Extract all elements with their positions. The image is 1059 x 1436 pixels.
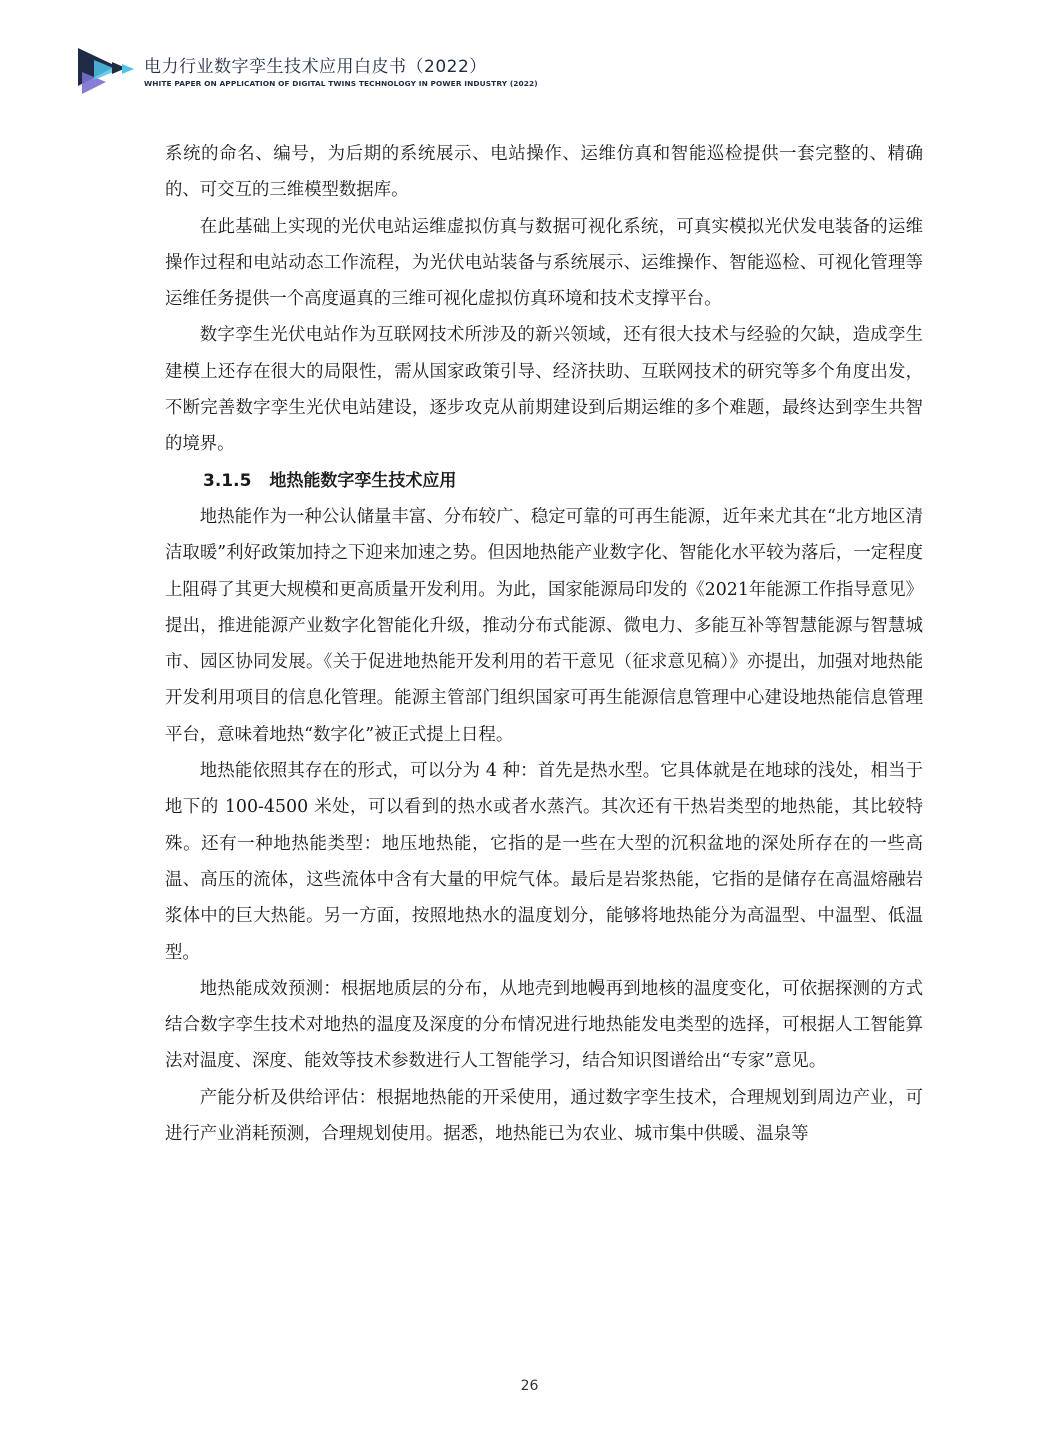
section-heading: [165, 463, 923, 499]
paragraph: 产能分析及供给评估：根据地热能的开采使用，通过数字孪生技术，合理规划到周边产业，可进行产业消耗预测，合理规划使用。据悉，地热能已为农业、城市集中供暖、温泉等: [165, 1087, 923, 1145]
paragraph: 地热能依照其存在的形式，可以分为 4 种：首先是热水型。它具体就是在地球的浅处，相当于地下的 100-4500 米处，可以看到的热水或者水蒸汽。其次还有干热岩类型的地热能，其比较特殊。还有一种地热能类型：地压地热能，它指的是一些在大型的沉积盆地的深处所存在的一些高温、高压的流体，这些流体中含有大量的甲烷气体。最后是岩浆热能，它指的是储存在高温熔融岩浆体中的巨大热能。另一方面，按照地热水的温度划分，能够将地热能分为高温型、中温型、低温型。: [165, 761, 923, 963]
page-body: [165, 136, 923, 1152]
page-header: [76, 46, 576, 96]
paragraph: 地热能作为一种公认储量丰富、分布较广、稳定可靠的可再生能源，近年来尤其在“北方地区清洁取暖”利好政策加持之下迎来加速之势。但因地热能产业数字化、智能化水平较为落后，一定程度上阻碍了其更大规模和更高质量开发利用。为此，国家能源局印发的《2021年能源工作指导意见》提出，推进能源产业数字化智能化升级，推动分布式能源、微电力、多能互补等智慧能源与智慧城市、园区协同发展。《关于促进地热能开发利用的若干意见（征求意见稿）》亦提出，加强对地热能开发利用项目的信息化管理。能源主管部门组织国家可再生能源信息管理中心建设地热能信息管理平台，意味着地热“数字化”被正式提上日程。: [165, 506, 923, 745]
paragraph: 在此基础上实现的光伏电站运维虚拟仿真与数据可视化系统，可真实模拟光伏发电装备的运维操作过程和电站动态工作流程，为光伏电站装备与系统展示、运维操作、智能巡检、可视化管理等运维任务提供一个高度逼真的三维可视化虚拟仿真环境和技术支撑平台。: [165, 216, 923, 310]
header-subtitle: WHITE PAPER ON APPLICATION OF DIGITAL TWINS TECHNOLOGY IN POWER INDUSTRY (2022): [144, 79, 538, 88]
paragraph: 地热能成效预测：根据地质层的分布，从地壳到地幔再到地核的温度变化，可依据探测的方式结合数字孪生技术对地热的温度及深度的分布情况进行地热能发电类型的选择，可根据人工智能算法对温度、深度、能效等技术参数进行人工智能学习，结合知识图谱给出“专家”意见。: [165, 978, 923, 1072]
section-title: 地热能数字孪生技术应用: [269, 470, 457, 491]
paragraph: 系统的命名、编号，为后期的系统展示、电站操作、运维仿真和智能巡检提供一套完整的、精确的、可交互的三维模型数据库。: [165, 144, 923, 201]
paragraph: 数字孪生光伏电站作为互联网技术所涉及的新兴领域，还有很大技术与经验的欠缺，造成孪生建模上还存在很大的局限性，需从国家政策引导、经济扶助、互联网技术的研究等多个角度出发，不断完善数字孪生光伏电站建设，逐步攻克从前期建设到后期运维的多个难题，最终达到孪生共智的境界。: [165, 325, 923, 455]
section-number: 3.1.5: [203, 470, 252, 491]
triangle-logo-icon: [76, 46, 136, 96]
page-number: 26: [520, 1378, 539, 1394]
header-title: 电力行业数字孪生技术应用白皮书（2022）: [144, 57, 487, 77]
